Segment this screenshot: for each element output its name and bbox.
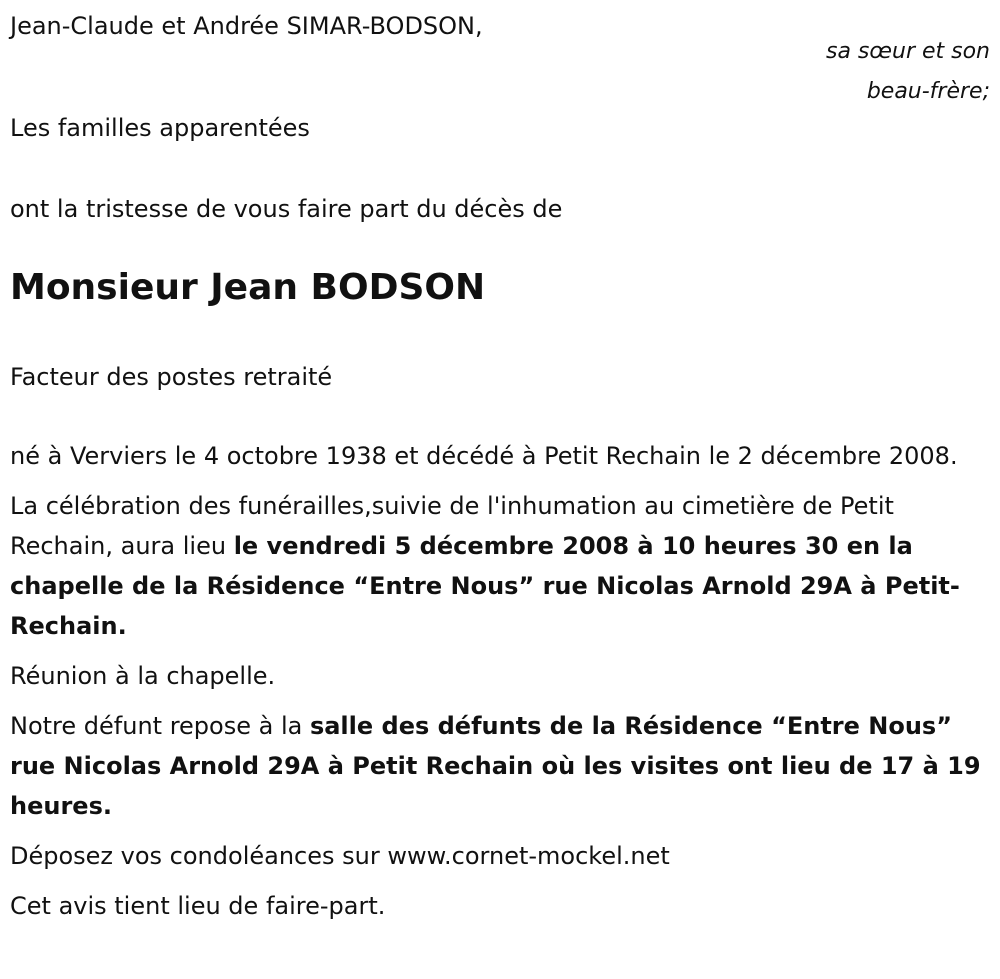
- condolences-paragraph: Déposez vos condoléances sur www.cornet-mockel.net: [10, 842, 670, 870]
- visitation-intro: Notre défunt repose à la: [10, 712, 310, 740]
- senders-line: Jean-Claude et Andrée SIMAR-BODSON,: [10, 12, 483, 40]
- ceremony-details: le vendredi 5 décembre 2008 à 10 heures 30 en la chapelle de la Résidence “Entre Nous” rue Nicolas Arnold 29A à Petit-Rechain.: [10, 532, 960, 640]
- families-line: Les familles apparentées: [10, 114, 310, 142]
- meeting-paragraph: Réunion à la chapelle.: [10, 662, 276, 690]
- ceremony-intro: La célébration des funérailles,suivie de l'inhumation au cimetière de Petit Rechain, aura lieu: [10, 492, 894, 560]
- deceased-name: Monsieur Jean BODSON: [10, 267, 486, 308]
- announcement-line: ont la tristesse de vous faire part du décès de: [10, 195, 563, 223]
- visitation-paragraph: [10, 706, 985, 826]
- visitation-details: salle des défunts de la Résidence “Entre Nous” rue Nicolas Arnold 29A à Petit Rechain où les visites ont lieu de 17 à 19 heures.: [10, 712, 981, 820]
- relation-line-1: sa sœur et son: [825, 39, 990, 64]
- birth-death-paragraph: né à Verviers le 4 octobre 1938 et décédé à Petit Rechain le 2 décembre 2008.: [10, 442, 958, 470]
- notice-paragraph: Cet avis tient lieu de faire-part.: [10, 892, 386, 920]
- ceremony-paragraph: [10, 486, 985, 646]
- obituary-body: [10, 436, 985, 936]
- relation-line-2: beau-frère;: [866, 79, 990, 104]
- profession-line: Facteur des postes retraité: [10, 363, 333, 391]
- relation-block: [826, 32, 990, 112]
